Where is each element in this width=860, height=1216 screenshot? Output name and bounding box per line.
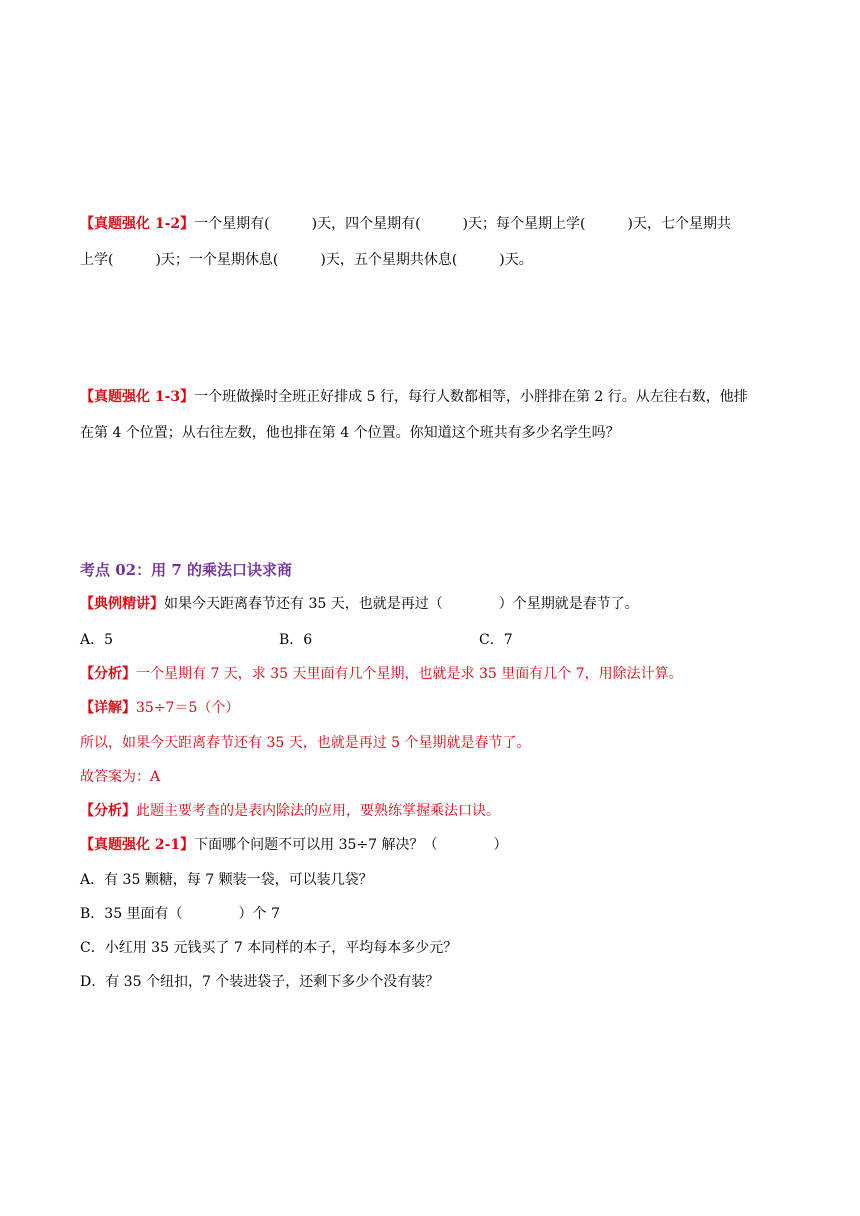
option-c: C．小红用 35 元钱买了 7 本同样的本子，平均每本多少元？ <box>80 940 458 956</box>
question-tag: 【真题强化 1-2】 <box>80 216 195 232</box>
question-text: 下面哪个问题不可以用 35÷7 解决？（ ） <box>194 837 508 853</box>
question-text: 一个星期有( )天，四个星期有( )天；每个星期上学( )天，七个星期共 <box>194 216 731 232</box>
question-1-2-line1 <box>80 214 731 234</box>
analysis-2 <box>80 801 500 821</box>
option-d: D．有 35 个纽扣，7 个装进袋子，还剩下多少个没有装？ <box>80 974 440 990</box>
option-a: A．有 35 颗糖，每 7 颗装一袋，可以装几袋？ <box>80 872 373 888</box>
question-tag: 【真题强化 2-1】 <box>80 837 195 853</box>
detail-tag: 【详解】 <box>80 700 136 716</box>
analysis-tag: 【分析】 <box>80 803 136 819</box>
question-text: 一个班做操时全班正好排成 5 行，每行人数都相等，小胖排在第 2 行。从左往右数，他排 <box>194 389 748 405</box>
question-2-1 <box>80 835 508 855</box>
detail-text: 35÷7＝5（个） <box>136 700 240 716</box>
analysis-text: 一个星期有 7 天，求 35 天里面有几个星期，也就是求 35 里面有几个 7，用除法计算。 <box>136 666 683 682</box>
detail <box>80 698 239 718</box>
answer-line: 故答案为：A <box>80 769 161 785</box>
option-b: B．6 <box>279 632 313 648</box>
detail-line2: 所以，如果今天距离春节还有 35 天，也就是再过 5 个星期就是春节了。 <box>80 735 531 751</box>
question-tag: 【真题强化 1-3】 <box>80 389 195 405</box>
option-b: B．35 里面有（ ）个 7 <box>80 906 280 922</box>
option-a: A．5 <box>80 632 114 648</box>
question-1-3-line1 <box>80 387 748 407</box>
example-question <box>80 594 639 614</box>
example-text: 如果今天距离春节还有 35 天，也就是再过（ ）个星期就是春节了。 <box>164 596 639 612</box>
question-1-3-line2: 在第 4 个位置；从右往左数，他也排在第 4 个位置。你知道这个班共有多少名学生吗？ <box>80 425 620 441</box>
section-heading: 考点 02：用 7 的乘法口诀求商 <box>80 561 292 579</box>
example-tag: 【典例精讲】 <box>80 596 164 612</box>
question-1-2-line2: 上学( )天；一个星期休息( )天，五个星期共休息( )天。 <box>80 252 533 268</box>
analysis-tag: 【分析】 <box>80 666 136 682</box>
option-c: C．7 <box>479 632 513 648</box>
analysis-1 <box>80 664 683 684</box>
analysis-text: 此题主要考查的是表内除法的应用，要熟练掌握乘法口诀。 <box>136 803 500 819</box>
